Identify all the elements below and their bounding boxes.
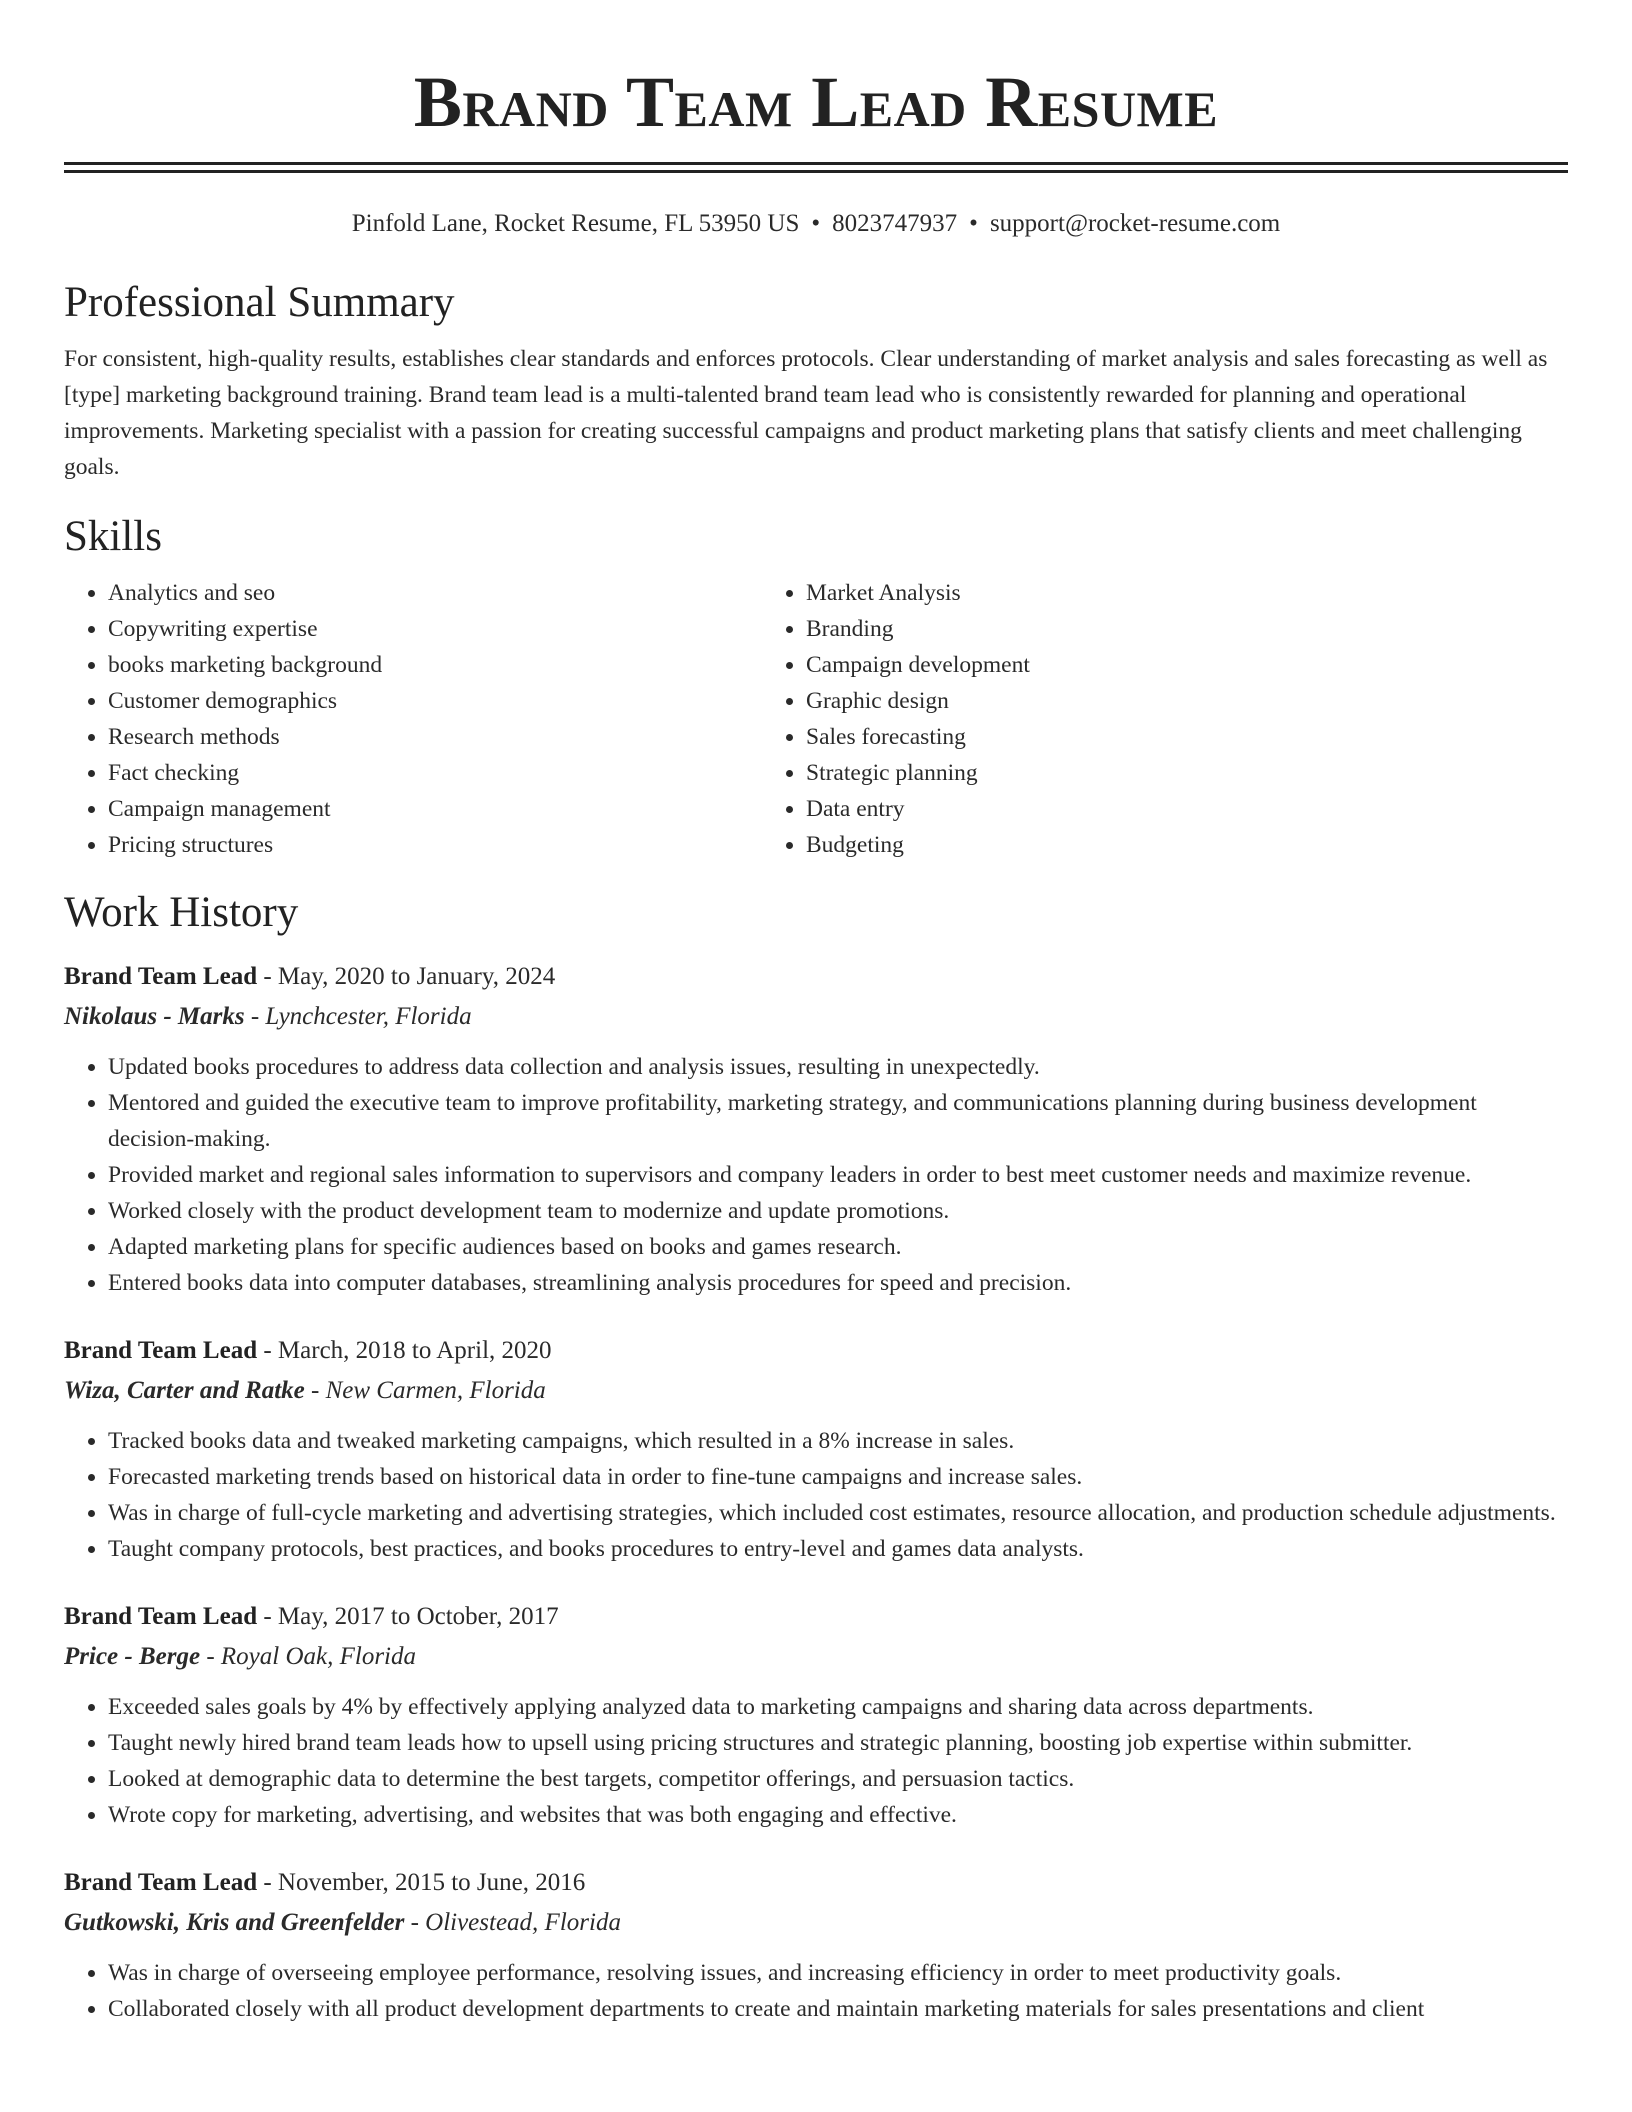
skill-item: • Campaign management (108, 791, 762, 827)
job-bullet: • Updated books procedures to address data collection and analysis issues, resulting in unexpectedly. (108, 1049, 1568, 1085)
job-location: - Royal Oak, Florida (200, 1643, 416, 1670)
contact-separator: • (811, 210, 821, 237)
skill-item: • Fact checking (108, 755, 762, 791)
skill-item: • Budgeting (806, 827, 1030, 863)
job-company: Price - Berge (64, 1643, 201, 1670)
job-bullet: • Provided market and regional sales information to supervisors and company leaders in order to best meet customer needs and maximize revenue. (108, 1157, 1568, 1193)
job-dates: - November, 2015 to June, 2016 (257, 1869, 586, 1896)
contact-address: Pinfold Lane, Rocket Resume, FL 53950 US (351, 210, 800, 237)
job-bullet: • Adapted marketing plans for specific audiences based on books and games research. (108, 1229, 1568, 1265)
skill-item: • Market Analysis (806, 575, 1030, 611)
job-location: - Olivestead, Florida (404, 1909, 621, 1936)
resume-title: Brand Team Lead Resume (413, 62, 1219, 142)
job-bullet: • Exceeded sales goals by 4% by effectively applying analyzed data to marketing campaigns and sharing data across departments. (108, 1689, 1568, 1725)
work-history-heading: Work History (64, 889, 299, 936)
skill-item: • Research methods (108, 719, 762, 755)
job-bullets (64, 1049, 1568, 1301)
summary-heading: Professional Summary (64, 279, 455, 326)
job-bullets (64, 1955, 1568, 2027)
job-title-line (64, 1597, 1568, 1637)
contact-phone: 8023747937 (832, 210, 958, 237)
job-dates: - May, 2017 to October, 2017 (257, 1603, 559, 1630)
contact-email: support@rocket-resume.com (989, 210, 1281, 237)
job-entry (64, 1331, 1568, 1567)
job-bullet: • Taught newly hired brand team leads how to upsell using pricing structures and strategic planning, boosting job expertise within submitter. (108, 1725, 1568, 1761)
job-bullet: • Was in charge of full-cycle marketing and advertising strategies, which included cost estimates, resource allocation, and production schedule adjustments. (108, 1495, 1568, 1531)
summary-text: For consistent, high-quality results, establishes clear standards and enforces protocols. Clear understanding of market analysis and sales forecasting as well as [type] marketing background training. Brand team lead is a multi-talented brand team lead who is consistently rewarded for planning and operational improvements. Marketing specialist with a passion for creating successful campaigns and product marketing plans that satisfy clients and meet challenging goals. (64, 346, 1548, 480)
job-location: - Lynchcester, Florida (244, 1003, 472, 1030)
job-bullet: • Worked closely with the product development team to modernize and update promotions. (108, 1193, 1568, 1229)
job-title-line (64, 957, 1568, 997)
job-bullet: • Looked at demographic data to determine the best targets, competitor offerings, and persuasion tactics. (108, 1761, 1568, 1797)
job-title: Brand Team Lead (64, 1869, 258, 1896)
skill-item: • Branding (806, 611, 1030, 647)
job-bullet: • Collaborated closely with all product development departments to create and maintain marketing materials for sales presentations and client (108, 1991, 1568, 2027)
job-bullets (64, 1423, 1568, 1567)
skill-item: • Strategic planning (806, 755, 1030, 791)
job-bullet: • Wrote copy for marketing, advertising, and websites that was both engaging and effective. (108, 1797, 1568, 1833)
skill-item: • Analytics and seo (108, 575, 762, 611)
skill-item: • Data entry (806, 791, 1030, 827)
job-entry (64, 1863, 1568, 2027)
job-bullets (64, 1689, 1568, 1833)
skill-item: • Copywriting expertise (108, 611, 762, 647)
skill-item: • Graphic design (806, 683, 1030, 719)
contact-separator: • (969, 210, 978, 237)
skills-heading: Skills (64, 513, 162, 560)
job-title-line (64, 1331, 1568, 1371)
skill-item: • books marketing background (108, 647, 762, 683)
job-title: Brand Team Lead (64, 1337, 258, 1364)
skills-list-right (762, 575, 1030, 863)
job-company: Nikolaus - Marks (64, 1003, 245, 1030)
skills-list-left (64, 575, 762, 863)
skill-item: • Pricing structures (108, 827, 762, 863)
title-double-rule (64, 162, 1568, 173)
job-company-line (64, 997, 1568, 1037)
job-company-line (64, 1903, 1568, 1943)
job-bullet: • Tracked books data and tweaked marketing campaigns, which resulted in a 8% increase in sales. (108, 1423, 1568, 1459)
job-title: Brand Team Lead (64, 1603, 258, 1630)
job-bullet: • Was in charge of overseeing employee performance, resolving issues, and increasing efficiency in order to meet productivity goals. (108, 1955, 1568, 1991)
job-company: Wiza, Carter and Ratke (64, 1377, 305, 1404)
skill-item: • Sales forecasting (806, 719, 1030, 755)
job-bullet: • Entered books data into computer databases, streamlining analysis procedures for speed and precision. (108, 1265, 1568, 1301)
skill-item: • Customer demographics (108, 683, 762, 719)
job-location: - New Carmen, Florida (304, 1377, 546, 1404)
job-entry (64, 1597, 1568, 1833)
job-company-line (64, 1637, 1568, 1677)
job-dates: - May, 2020 to January, 2024 (257, 963, 556, 990)
job-dates: - March, 2018 to April, 2020 (257, 1337, 552, 1364)
contact-line (64, 207, 1568, 241)
job-bullet: • Taught company protocols, best practices, and books procedures to entry-level and games data analysts. (108, 1531, 1568, 1567)
job-entry (64, 957, 1568, 1301)
job-bullet: • Mentored and guided the executive team to improve profitability, marketing strategy, and communications planning during business development decision-making. (108, 1085, 1568, 1157)
job-company-line (64, 1371, 1568, 1411)
job-title: Brand Team Lead (64, 963, 258, 990)
job-title-line (64, 1863, 1568, 1903)
job-company: Gutkowski, Kris and Greenfelder (64, 1909, 405, 1936)
skills-grid (64, 575, 1568, 863)
skill-item: • Campaign development (806, 647, 1030, 683)
job-bullet: • Forecasted marketing trends based on historical data in order to fine-tune campaigns and increase sales. (108, 1459, 1568, 1495)
